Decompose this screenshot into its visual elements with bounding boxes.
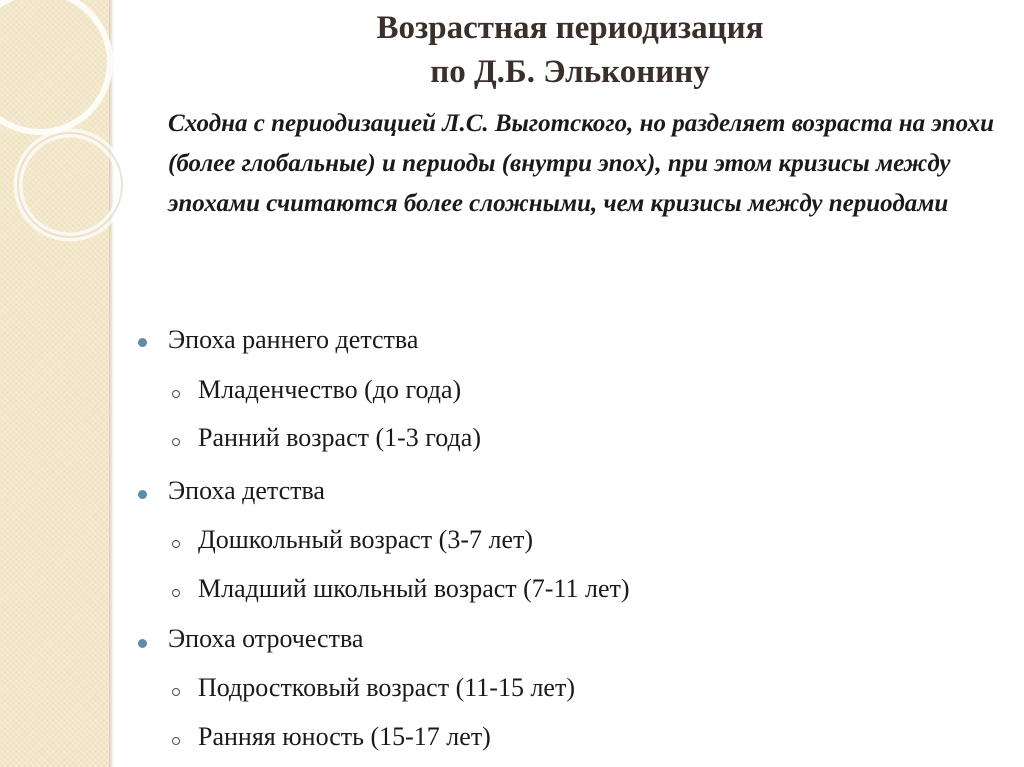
period-bullet-icon xyxy=(172,737,180,745)
period-bullet-icon xyxy=(172,438,180,446)
epoch-bullet-icon xyxy=(138,490,147,499)
epoch-bullet-icon xyxy=(138,639,147,648)
period-bullet-icon xyxy=(172,390,180,398)
period-bullet-icon xyxy=(172,688,180,696)
epoch-item: Эпоха раннего детства xyxy=(168,325,419,354)
epoch-item: Эпоха детства xyxy=(168,476,325,505)
title-line-1: Возрастная периодизация xyxy=(376,10,764,46)
title-line-2: по Д.Б. Эльконину xyxy=(430,54,710,90)
epoch-bullet-icon xyxy=(138,338,147,347)
period-bullet-icon xyxy=(172,589,180,597)
period-item: Подростковый возраст (11-15 лет) xyxy=(198,673,575,702)
period-item: Младший школьный возраст (7-11 лет) xyxy=(198,574,630,603)
period-item: Дошкольный возраст (3-7 лет) xyxy=(198,525,534,554)
intro-paragraph: Сходна с периодизацией Л.С. Выготского, но разделяет возраста на эпохи (более глобальные) и периоды (внутри эпох), при этом кризисы между эпохами считаются более сложными, чем кризисы между периодами xyxy=(168,110,995,217)
epoch-item: Эпоха отрочества xyxy=(168,624,364,653)
period-item: Младенчество (до года) xyxy=(198,375,462,404)
period-item: Ранняя юность (15-17 лет) xyxy=(198,722,491,751)
period-bullet-icon xyxy=(172,540,180,548)
period-item: Ранний возраст (1-3 года) xyxy=(198,423,481,452)
